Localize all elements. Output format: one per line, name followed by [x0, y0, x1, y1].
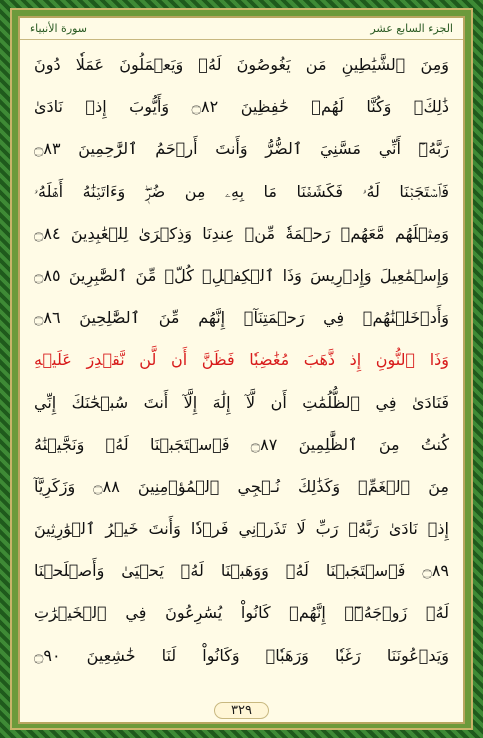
verse-lines [20, 44, 463, 677]
verse-line: وَإِسۡمَٰعِيلَ وَإِدۡرِيسَ وَذَا ٱلۡكِفۡلِۖ كُلّٞ مِّنَ ٱلصَّٰبِرِينَ ۝٨٥ [34, 265, 449, 285]
verse-line: رَبَّهُۥٓ أَنِّي مَسَّنِيَ ٱلضُّرُّ وَأَنتَ أَرۡحَمُ ٱلرَّٰحِمِينَ ۝٨٣ [34, 139, 449, 159]
verse-line: وَذَا ٱلنُّونِ إِذ ذَّهَبَ مُغَٰضِبٗا فَظَنَّ أَن لَّن نَّقۡدِرَ عَلَيۡهِ [34, 350, 449, 370]
mushaf-page [18, 16, 465, 724]
verse-line: لَهُۥ زَوۡجَهُۥٓۚ إِنَّهُمۡ كَانُواْ يُسَٰرِعُونَ فِي ٱلۡخَيۡرَٰتِ [34, 603, 449, 623]
verse-line: وَيَدۡعُونَنَا رَغَبٗا وَرَهَبٗاۖ وَكَانُواْ لَنَا خَٰشِعِينَ ۝٩٠ [34, 645, 449, 665]
verse-line: كُنتُ مِنَ ٱلظَّٰلِمِينَ ۝٨٧ فَٱسۡتَجَبۡنَا لَهُۥ وَنَجَّيۡنَٰهُ [34, 434, 450, 454]
page-number: ٣٢٩ [214, 702, 269, 719]
verse-line: إِذۡ نَادَىٰ رَبَّهُۥ رَبِّ لَا تَذَرۡنِي فَرۡدٗا وَأَنتَ خَيۡرُ ٱلۡوَٰرِثِينَ [34, 519, 449, 539]
verse-line: ۝٨٩ فَٱسۡتَجَبۡنَا لَهُۥ وَوَهَبۡنَا لَهُۥ يَحۡيَىٰ وَأَصۡلَحۡنَا [34, 561, 449, 581]
verse-line: وَأَدۡخَلۡنَٰهُمۡ فِي رَحۡمَتِنَآۖ إِنَّهُم مِّنَ ٱلصَّٰلِحِينَ ۝٨٦ [34, 308, 449, 328]
verse-line: وَمِثۡلَهُم مَّعَهُمۡ رَحۡمَةٗ مِّنۡ عِندِنَا وَذِكۡرَىٰ لِلۡعَٰبِدِينَ ۝٨٤ [34, 223, 449, 243]
verse-line: فَنَادَىٰ فِي ٱلظُّلُمَٰتِ أَن لَّآ إِلَٰهَ إِلَّآ أَنتَ سُبۡحَٰنَكَ إِنِّي [34, 392, 449, 412]
verse-line: فَٱسۡتَجَبۡنَا لَهُۥ فَكَشَفۡنَا مَا بِهِۦ مِن ضُرّٖۖ وَءَاتَيۡنَٰهُ أَهۡلَهُۥ [34, 181, 449, 201]
juz-label: الجزء السابع عشر [370, 22, 453, 35]
page-header [20, 18, 463, 40]
verse-line: مِنَ ٱلۡغَمِّۚ وَكَذَٰلِكَ نُـۨجِي ٱلۡمُؤۡمِنِينَ ۝٨٨ وَزَكَرِيَّآ [34, 476, 449, 496]
surah-label: سورة الأنبياء [30, 22, 88, 35]
verse-line: وَمِنَ ٱلشَّيَٰطِينِ مَن يَغُوصُونَ لَهُۥ وَيَعۡمَلُونَ عَمَلٗا دُونَ [34, 55, 449, 74]
verse-line: ذَٰلِكَۖ وَكُنَّا لَهُمۡ حَٰفِظِينَ ۝٨٢ وَأَيُّوبَ إِذۡ نَادَىٰ [34, 97, 450, 117]
page-footer [20, 698, 463, 722]
